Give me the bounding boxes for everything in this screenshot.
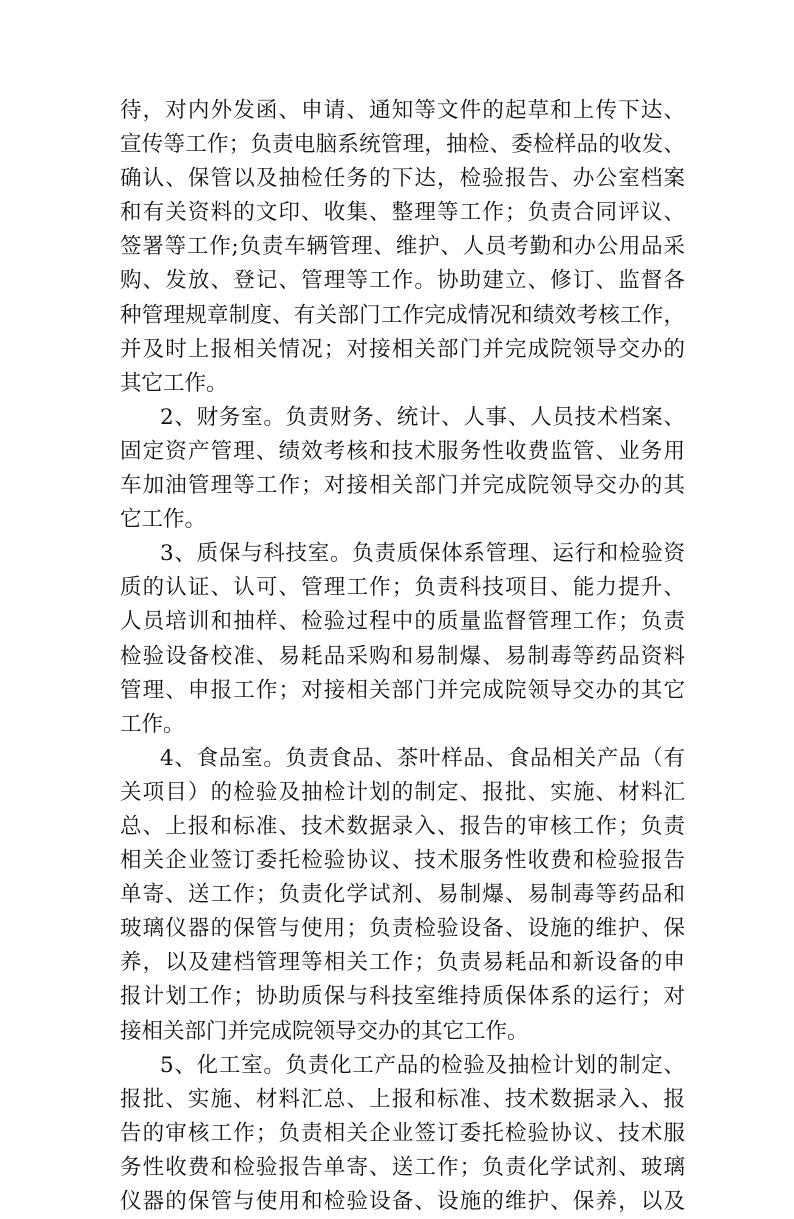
text-line: 其它工作。: [120, 370, 228, 396]
text-line: 报计划工作；协助质保与科技室维持质保体系的运行；对: [120, 984, 685, 1010]
text-line: 单寄、送工作；负责化学试剂、易制爆、易制毒等药品和: [120, 882, 685, 908]
text-line: 种管理规章制度、有关部门工作完成情况和绩效考核工作，: [120, 302, 685, 328]
text-line: 关项目）的检验及抽检计划的制定、报批、实施、材料汇: [120, 779, 685, 805]
text-line: 检验设备校准、易耗品采购和易制爆、易制毒等药品资料: [120, 643, 685, 669]
text-line: 相关企业签订委托检验协议、技术服务性收费和检验报告: [120, 848, 685, 874]
text-line: 务性收费和检验报告单寄、送工作；负责化学试剂、玻璃: [120, 1154, 685, 1180]
text-line: 工作。: [120, 711, 185, 737]
text-line: 车加油管理等工作；对接相关部门并完成院领导交办的其: [120, 473, 685, 499]
text-line: 管理、申报工作；对接相关部门并完成院领导交办的其它: [120, 677, 685, 703]
text-line: 养，以及建档管理等相关工作；负责易耗品和新设备的申: [120, 950, 685, 976]
text-line: 告的审核工作；负责相关企业签订委托检验协议、技术服: [120, 1120, 685, 1146]
paragraph-first-line: 5、化工室。负责化工产品的检验及抽检计划的制定、: [160, 1052, 685, 1078]
text-line: 并及时上报相关情况；对接相关部门并完成院领导交办的: [120, 336, 685, 362]
paragraph-first-line: 2、财务室。负责财务、统计、人事、人员技术档案、: [160, 404, 685, 430]
text-line: 玻璃仪器的保管与使用；负责检验设备、设施的维护、保: [120, 916, 685, 942]
text-line: 待，对内外发函、申请、通知等文件的起草和上传下达、: [120, 98, 685, 123]
text-line: 质的认证、认可、管理工作；负责科技项目、能力提升、: [120, 575, 685, 601]
paragraph-first-line: 4、食品室。负责食品、茶叶样品、食品相关产品（有: [160, 745, 685, 771]
text-line: 接相关部门并完成院领导交办的其它工作。: [120, 1018, 529, 1044]
text-line: 它工作。: [120, 507, 207, 533]
text-line: 购、发放、登记、管理等工作。协助建立、修订、监督各: [120, 268, 685, 294]
text-line: 仪器的保管与使用和检验设备、设施的维护、保养，以及: [120, 1189, 685, 1214]
paragraph-first-line: 3、质保与科技室。负责质保体系管理、运行和检验资: [160, 541, 685, 567]
text-line: 固定资产管理、绩效考核和技术服务性收费监管、业务用: [120, 438, 685, 464]
text-line: 人员培训和抽样、检验过程中的质量监督管理工作；负责: [120, 609, 685, 635]
text-line: 总、上报和标准、技术数据录入、报告的审核工作；负责: [120, 813, 685, 839]
text-line: 和有关资料的文印、收集、整理等工作；负责合同评议、: [120, 200, 685, 226]
body-text: [120, 94, 685, 1219]
text-line: 确认、保管以及抽检任务的下达，检验报告、办公室档案: [120, 166, 685, 192]
text-line: 宣传等工作；负责电脑系统管理，抽检、委检样品的收发、: [120, 132, 685, 158]
text-line: 签署等工作;负责车辆管理、维护、人员考勤和办公用品采: [120, 234, 685, 260]
text-line: 报批、实施、材料汇总、上报和标准、技术数据录入、报: [120, 1086, 685, 1112]
